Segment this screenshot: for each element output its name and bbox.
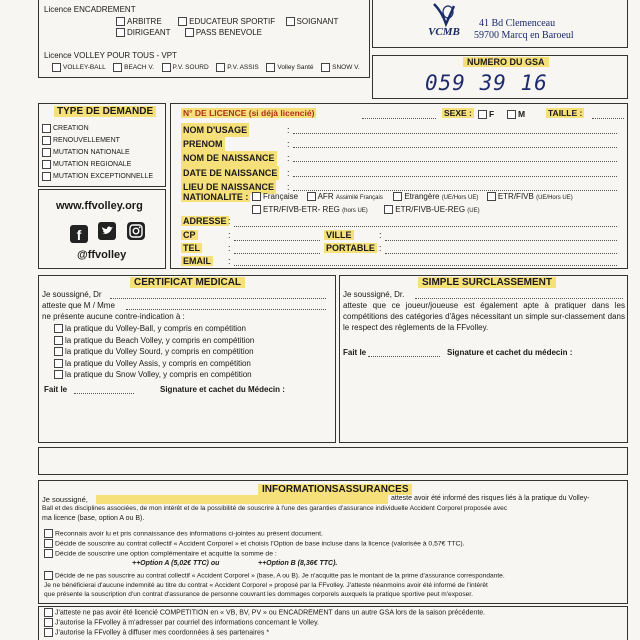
pvassis-label: P.V. ASSIS bbox=[227, 64, 259, 72]
nom-naissance-label: NOM DE NAISSANCE bbox=[181, 151, 277, 165]
email-field[interactable] bbox=[234, 265, 617, 266]
date-naissance-field[interactable] bbox=[293, 176, 617, 177]
arbitre-checkbox[interactable] bbox=[116, 17, 125, 26]
cp-colon: : bbox=[228, 230, 231, 240]
sexe-m-label: M bbox=[517, 109, 526, 119]
certificat-snow[interactable]: la pratique du Snow Volley, y compris en compétition bbox=[54, 369, 254, 381]
arbitre-label: ARBITRE bbox=[127, 17, 162, 26]
blank-band bbox=[38, 447, 628, 475]
cp-field[interactable] bbox=[234, 240, 320, 241]
assurances-opt4-block bbox=[44, 571, 505, 599]
tel-field[interactable] bbox=[234, 253, 320, 254]
soignant-label: SOIGNANT bbox=[296, 17, 339, 26]
assurances-intro1: Je soussigné, bbox=[42, 495, 88, 504]
encadrement-row1 bbox=[116, 17, 338, 26]
ue-reg-sub: (UE) bbox=[467, 208, 480, 214]
sante-checkbox[interactable] bbox=[266, 63, 275, 72]
beach-checkbox[interactable] bbox=[113, 63, 122, 72]
assurances-options bbox=[44, 529, 465, 559]
nationalite-row1 bbox=[252, 192, 573, 201]
soignant-checkbox[interactable] bbox=[286, 17, 295, 26]
certificat-beach[interactable]: la pratique du Beach Volley, y compris en compétition bbox=[54, 335, 254, 347]
certificat-l2: atteste que M / Mme bbox=[42, 301, 115, 310]
lieu-naissance-label: LIEU DE NAISSANCE bbox=[181, 180, 276, 194]
assurances-opt3[interactable]: Décide de souscrire une option complémentaire et acquitte la somme de : bbox=[44, 549, 465, 559]
ville-colon: : bbox=[379, 230, 382, 240]
etrangere-label: Etrangère bbox=[404, 192, 440, 201]
attestation-partenaires[interactable]: J'autorise la FFvolley à diffuser mes coordonnées à ses partenaires * bbox=[44, 628, 485, 638]
adresse-label: ADRESSE bbox=[183, 216, 227, 226]
surclassement-text: atteste que ce joueur/joueuse est également apte à pratiquer dans les compétitions des catégories d'âges nécessitant un simple sur-classement dans le respect des règlements de la FFvolley. bbox=[343, 301, 625, 332]
licence-label: N° DE LICENCE (si déjà licencié) bbox=[183, 108, 315, 118]
portable-colon: : bbox=[379, 243, 382, 253]
option-b[interactable]: ++Option B (8,36€ TTC). bbox=[258, 560, 338, 567]
sante-label: Volley Santé bbox=[277, 64, 314, 72]
vpt-row bbox=[52, 63, 360, 72]
vpt-title: Licence VOLLEY POUR TOUS - VPT bbox=[44, 51, 177, 60]
prenom-label: PRENOM bbox=[181, 137, 225, 151]
afr-sub: Assimilé Français bbox=[335, 195, 383, 201]
dirigeant-checkbox[interactable] bbox=[116, 28, 125, 37]
mutation-exceptionnelle-option[interactable]: MUTATION EXCEPTIONNELLE bbox=[42, 171, 153, 183]
cp-label: CP bbox=[183, 230, 196, 240]
surclassement-date-field[interactable] bbox=[368, 356, 440, 357]
ue-reg-checkbox[interactable] bbox=[384, 205, 393, 214]
certificat-sourd[interactable]: la pratique du Volley Sourd, y compris en compétition bbox=[54, 346, 254, 358]
afr-checkbox[interactable] bbox=[307, 192, 316, 201]
dirigeant-label: DIRIGEANT bbox=[127, 28, 171, 37]
certificat-signature: Signature et cachet du Médecin : bbox=[160, 385, 285, 394]
certificat-volleyball[interactable]: la pratique du Volley-Ball, y compris en compétition bbox=[54, 323, 254, 335]
nationalite-row2 bbox=[252, 205, 480, 214]
vb-label: VOLLEY-BALL bbox=[63, 64, 106, 72]
sexe-label: SEXE : bbox=[444, 108, 472, 118]
portable-field[interactable] bbox=[385, 253, 617, 254]
surclassement-signature: Signature et cachet du médecin : bbox=[447, 348, 573, 357]
etr-reg-sub: (hors UE) bbox=[342, 208, 368, 214]
mutation-regionale-option[interactable]: MUTATION REGIONALE bbox=[42, 159, 153, 171]
certificat-date-field[interactable] bbox=[74, 393, 134, 394]
club-logo-text: VCMB bbox=[428, 26, 460, 38]
vb-checkbox[interactable] bbox=[52, 63, 61, 72]
certificat-dr-field[interactable] bbox=[110, 298, 326, 299]
tel-label: TEL bbox=[183, 243, 200, 253]
sexe-m-checkbox[interactable] bbox=[507, 110, 516, 119]
nom-usage-label: NOM D'USAGE bbox=[181, 123, 249, 137]
email-colon: : bbox=[228, 256, 231, 266]
assurances-opt4[interactable]: Décide de ne pas souscrire au contrat collectif « Accident Corporel » (base, A ou B). Je n'acquitte pas le montant de la prime d'assurance correspondante. bbox=[44, 571, 505, 581]
instagram-icon[interactable] bbox=[127, 222, 145, 240]
etrangere-sub: (UE/Hors UE) bbox=[441, 195, 479, 201]
gsa-value[interactable]: 059 39 16 bbox=[425, 71, 548, 95]
surclassement-fait-le: Fait le bbox=[343, 348, 367, 357]
type-demande-title: TYPE DE DEMANDE bbox=[54, 106, 156, 117]
francaise-checkbox[interactable] bbox=[252, 192, 261, 201]
ue-reg-label: ETR/FIVB-UE-REG bbox=[395, 205, 466, 214]
sexe-f-checkbox[interactable] bbox=[478, 110, 487, 119]
certificat-name-field[interactable] bbox=[126, 309, 326, 310]
attestations-list bbox=[44, 608, 485, 638]
ville-field[interactable] bbox=[385, 240, 617, 241]
certificat-l1: Je soussigné, Dr bbox=[42, 290, 102, 299]
tel-colon: : bbox=[228, 243, 231, 253]
licence-field[interactable] bbox=[362, 118, 436, 119]
facebook-icon[interactable]: f bbox=[70, 225, 88, 243]
email-label: EMAIL bbox=[183, 256, 211, 266]
club-logo bbox=[420, 2, 468, 40]
club-address2: 59700 Marcq en Baroeul bbox=[474, 30, 574, 41]
creation-option[interactable]: CREATION bbox=[42, 123, 153, 135]
taille-label: TAILLE : bbox=[548, 108, 583, 118]
assurances-opt2[interactable]: Décide de souscrire au contrat collectif « Accident Corporel » et choisis l'Option de base incluse dans la licence (valorisée à 0,57€ TTC). bbox=[44, 539, 465, 549]
pass-benevole-checkbox[interactable] bbox=[185, 28, 194, 37]
adresse-field[interactable] bbox=[234, 226, 617, 227]
sexe-f-label: F bbox=[489, 109, 495, 119]
attestation-courriel[interactable]: J'autorise la FFvolley à m'adresser par courriel des informations concernant le Volley. bbox=[44, 618, 485, 628]
certificat-l3: ne présente aucune contre-indication à : bbox=[42, 312, 185, 321]
social-icons bbox=[70, 222, 145, 245]
surclassement-dr-field[interactable] bbox=[415, 298, 623, 299]
surclassement-l1: Je soussigné, Dr. bbox=[343, 290, 405, 299]
assurances-intro3: ma licence (base, option A ou B). bbox=[42, 515, 145, 522]
attestation-competition[interactable]: J'atteste ne pas avoir été licencié COMPETITION en « VB, BV, PV » ou ENCADREMENT dans un autre GSA lors de la saison précédente. bbox=[44, 608, 485, 618]
assurances-opt4b: Je ne bénéficierai d'aucune indemnité au titre du contrat « Accident Corporel » proposé par la FFvolley. J'atteste néanmoins avoir été informé de l'intérêt bbox=[44, 581, 488, 589]
educateur-checkbox[interactable] bbox=[178, 17, 187, 26]
portable-label: PORTABLE bbox=[326, 243, 375, 253]
surclassement-title: SIMPLE SURCLASSEMENT bbox=[418, 277, 556, 288]
pvsourd-checkbox[interactable] bbox=[162, 63, 171, 72]
assurances-intro1b: atteste avoir été informé des risques liés à la pratique du Volley- bbox=[391, 495, 590, 502]
certificat-list bbox=[54, 323, 254, 381]
lieu-naissance-field[interactable] bbox=[293, 190, 617, 191]
assurances-name-field[interactable] bbox=[96, 495, 388, 504]
date-naissance-label: DATE DE NAISSANCE bbox=[181, 166, 279, 180]
etr-reg-label: ETR/FIVB-ETR- REG bbox=[263, 205, 340, 214]
assurances-title: INFORMATIONSASSURANCES bbox=[258, 484, 412, 495]
etr-fivb-checkbox[interactable] bbox=[487, 192, 496, 201]
website-link[interactable]: www.ffvolley.org bbox=[56, 200, 143, 212]
certificat-fait-le: Fait le bbox=[44, 385, 68, 394]
encadrement-row2 bbox=[116, 28, 262, 37]
assurances-intro2: Ball et des disciplines associées, de mon intérêt et de la possibilité de souscrire à l'une des garanties d'assurance individuelle Accident Corporel proposée avec bbox=[42, 505, 508, 512]
etr-reg-checkbox[interactable] bbox=[252, 205, 261, 214]
pass-benevole-label: PASS BENEVOLE bbox=[195, 28, 262, 37]
pvassis-checkbox[interactable] bbox=[216, 63, 225, 72]
sexe-options bbox=[478, 109, 525, 119]
francaise-label: Française bbox=[263, 192, 299, 201]
gsa-label: NUMERO DU GSA bbox=[463, 57, 549, 67]
snow-checkbox[interactable] bbox=[321, 63, 330, 72]
twitter-icon[interactable] bbox=[98, 222, 116, 240]
renouvellement-option[interactable]: RENOUVELLEMENT bbox=[42, 135, 153, 147]
type-demande-list bbox=[42, 123, 153, 183]
adresse-colon: : bbox=[228, 216, 231, 226]
afr-label: AFR bbox=[317, 192, 334, 201]
pvsourd-label: P.V. SOURD bbox=[172, 64, 209, 72]
certificat-assis[interactable]: la pratique du Volley Assis, y compris en compétition bbox=[54, 358, 254, 370]
nationalite-label: NATIONALITE : bbox=[183, 192, 249, 202]
mutation-nationale-option[interactable]: MUTATION NATIONALE bbox=[42, 147, 153, 159]
nom-usage-field[interactable] bbox=[293, 133, 617, 134]
certificat-title: CERTIFICAT MEDICAL bbox=[130, 277, 245, 288]
club-address1: 41 Bd Clemenceau bbox=[479, 18, 556, 29]
beach-label: BEACH V. bbox=[124, 64, 154, 72]
educateur-label: EDUCATEUR SPORTIF bbox=[189, 17, 276, 26]
assurances-opt4c: que présente la souscription d'un contrat d'assurance de personne couvrant les dommages corporels auxquels la pratique sportive peut m'exposer. bbox=[44, 591, 473, 599]
field-colons: : : : : : bbox=[287, 125, 290, 192]
ville-label: VILLE bbox=[326, 230, 352, 240]
nom-naissance-field[interactable] bbox=[293, 161, 617, 162]
option-a[interactable]: ++Option A (5,02€ TTC) ou bbox=[132, 560, 220, 567]
encadrement-title: Licence ENCADREMENT bbox=[44, 5, 136, 14]
etr-fivb-label: ETR/FIVB bbox=[497, 192, 534, 201]
prenom-field[interactable] bbox=[293, 147, 617, 148]
assurances-opt1[interactable]: Reconnais avoir lu et pris connaissance des informations ci-jointes au présent document. bbox=[44, 529, 465, 539]
etrangere-checkbox[interactable] bbox=[393, 192, 402, 201]
snow-label: SNOW V. bbox=[332, 64, 360, 72]
etr-fivb-sub: (UE/Hors UE) bbox=[536, 195, 573, 201]
identity-field-labels bbox=[181, 123, 279, 194]
taille-field[interactable] bbox=[592, 118, 624, 119]
ffvolley-handle[interactable]: @ffvolley bbox=[77, 249, 127, 261]
